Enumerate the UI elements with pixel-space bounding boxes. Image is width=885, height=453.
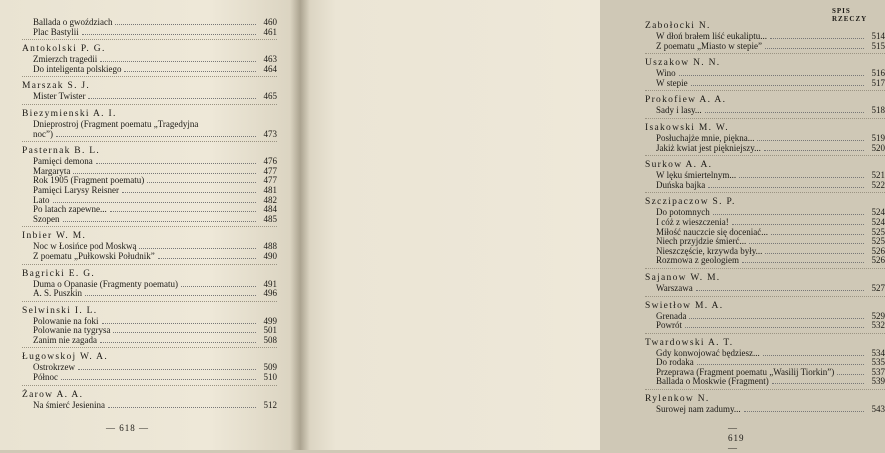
dot-leader bbox=[765, 253, 864, 254]
index-entry bbox=[645, 79, 885, 89]
entry-page-number: 520 bbox=[871, 142, 885, 153]
entry-title: Posłuchajże mnie, piękna... bbox=[656, 132, 755, 143]
entry-page-number: 524 bbox=[871, 207, 885, 218]
section-divider bbox=[645, 333, 885, 334]
entry-page-number: 460 bbox=[263, 17, 277, 27]
index-entry bbox=[645, 284, 885, 294]
entry-title: Ostrokrzew bbox=[33, 362, 75, 373]
index-entry bbox=[22, 186, 277, 196]
dot-leader bbox=[697, 364, 864, 365]
entry-title: Przeprawa (Fragment poematu „Wasilij Tiorkin”) bbox=[656, 366, 835, 377]
entry-title: I cóż z wieszczenia! bbox=[656, 216, 729, 227]
entry-title: Powrót bbox=[656, 320, 683, 331]
entry-page-number: 521 bbox=[871, 170, 885, 181]
entry-title: Margaryta bbox=[33, 165, 71, 176]
author-group bbox=[22, 347, 277, 382]
dot-leader bbox=[705, 112, 864, 113]
author-group bbox=[22, 385, 277, 411]
entry-page-number: 499 bbox=[263, 315, 277, 326]
entry-page-number: 525 bbox=[871, 236, 885, 247]
dot-leader bbox=[765, 48, 864, 49]
author-name: Twardowski A. T. bbox=[645, 337, 734, 348]
author-group bbox=[22, 264, 277, 299]
author-name: Selwinski I. L. bbox=[22, 305, 98, 316]
author-name: Surkow A. A. bbox=[645, 160, 713, 171]
author-group bbox=[645, 296, 885, 331]
entry-page-number: 477 bbox=[263, 175, 277, 186]
entry-page-number: 517 bbox=[871, 77, 885, 88]
index-entry bbox=[645, 106, 885, 116]
dot-leader bbox=[82, 34, 256, 35]
author-group bbox=[645, 155, 885, 190]
dot-leader bbox=[124, 71, 256, 72]
index-entry bbox=[22, 215, 277, 225]
author-group bbox=[645, 389, 885, 415]
entry-page-number: 543 bbox=[871, 404, 885, 415]
author-name: Uszakow N. N. bbox=[645, 58, 721, 69]
section-divider bbox=[645, 90, 885, 91]
entry-title: Do potomnych bbox=[656, 207, 710, 218]
dot-leader bbox=[139, 248, 256, 249]
running-header: SPIS RZECZY bbox=[832, 7, 868, 23]
author-group bbox=[22, 18, 277, 37]
entry-title: Miłość nauczcie się doceniać... bbox=[656, 226, 768, 237]
right-page-number: — 619 — bbox=[728, 423, 745, 453]
section-divider bbox=[645, 118, 885, 119]
dot-leader bbox=[88, 98, 256, 99]
dot-leader bbox=[115, 24, 256, 25]
dot-leader bbox=[63, 221, 257, 222]
dot-leader bbox=[837, 374, 864, 375]
entry-page-number: 477 bbox=[263, 165, 277, 176]
entry-title: Lato bbox=[33, 194, 50, 205]
index-entry bbox=[22, 336, 277, 346]
dot-leader bbox=[102, 323, 257, 324]
entry-page-number: 524 bbox=[871, 216, 885, 227]
entry-page-number: 490 bbox=[263, 250, 277, 261]
dot-leader bbox=[772, 383, 864, 384]
dot-leader bbox=[763, 355, 864, 356]
index-entry bbox=[22, 120, 277, 130]
index-entry bbox=[645, 405, 885, 415]
entry-title: Ballada o gwoździach bbox=[33, 17, 113, 27]
entry-page-number: 496 bbox=[263, 288, 277, 299]
entry-page-number: 537 bbox=[871, 366, 885, 377]
entry-title: W dłoń brałem liść eukaliptu... bbox=[656, 31, 768, 41]
entry-page-number: 525 bbox=[871, 226, 885, 237]
author-name: Antokolski P. G. bbox=[22, 44, 106, 55]
right-page bbox=[300, 0, 885, 453]
entry-title: A. S. Puszkin bbox=[33, 288, 83, 299]
section-divider bbox=[645, 268, 885, 269]
entry-page-number: 484 bbox=[263, 204, 277, 215]
entry-page-number: 535 bbox=[871, 357, 885, 368]
entry-title: Zanim nie zagada bbox=[33, 334, 97, 345]
entry-title: Jakiż kwiat jest piękniejszy... bbox=[656, 142, 761, 153]
author-group bbox=[645, 192, 885, 266]
section-divider bbox=[645, 389, 885, 390]
section-divider bbox=[22, 347, 277, 348]
entry-title: Niech przyjdzie śmierć... bbox=[656, 236, 747, 247]
author-group bbox=[22, 301, 277, 346]
dot-leader bbox=[85, 295, 256, 296]
entry-title: W lęku śmiertelnym... bbox=[656, 170, 737, 181]
entry-page-number: 510 bbox=[263, 372, 277, 383]
section-divider bbox=[22, 141, 277, 142]
dot-leader bbox=[764, 150, 864, 151]
section-divider bbox=[645, 296, 885, 297]
author-group bbox=[645, 118, 885, 153]
entry-page-number: 512 bbox=[263, 399, 277, 410]
dot-leader bbox=[732, 224, 864, 225]
entry-title: Po latach zapewne... bbox=[33, 204, 107, 215]
author-group bbox=[645, 268, 885, 294]
entry-page-number: 518 bbox=[871, 105, 885, 116]
entry-title: Polowanie na foki bbox=[33, 315, 99, 326]
author-group bbox=[22, 141, 277, 224]
dot-leader bbox=[181, 286, 256, 287]
entry-title: Ballada o Moskwie (Fragment) bbox=[656, 376, 769, 387]
dot-leader bbox=[158, 258, 256, 259]
entry-title: Nieszczęście, krzywda były... bbox=[656, 245, 763, 256]
index-entry bbox=[22, 92, 277, 102]
index-entry bbox=[22, 252, 277, 262]
author-name: Szczipaczow S. P. bbox=[645, 197, 736, 208]
author-name: Biezymienski A. I. bbox=[22, 108, 117, 119]
author-group bbox=[22, 226, 277, 261]
author-group bbox=[645, 333, 885, 387]
entry-page-number: 476 bbox=[263, 156, 277, 167]
index-entry bbox=[645, 256, 885, 266]
entry-title: Na śmierć Jesienina bbox=[33, 399, 105, 410]
section-divider bbox=[645, 192, 885, 193]
section-divider bbox=[645, 53, 885, 54]
entry-page-number: 532 bbox=[871, 320, 885, 331]
author-group bbox=[22, 76, 277, 102]
dot-leader bbox=[56, 136, 256, 137]
entry-title: Wino bbox=[656, 68, 676, 79]
dot-leader bbox=[757, 140, 864, 141]
index-entry bbox=[645, 42, 885, 52]
index-entry bbox=[22, 28, 277, 38]
entry-title: Sady i lasy... bbox=[656, 105, 702, 116]
dot-leader bbox=[689, 318, 864, 319]
index-entry bbox=[645, 144, 885, 154]
entry-page-number: 522 bbox=[871, 179, 885, 190]
dot-leader bbox=[61, 379, 256, 380]
section-divider bbox=[645, 155, 885, 156]
dot-leader bbox=[708, 187, 864, 188]
dot-leader bbox=[691, 85, 864, 86]
left-index-column bbox=[22, 18, 277, 410]
dot-leader bbox=[108, 407, 256, 408]
entry-title: Pamięci demona bbox=[33, 156, 93, 167]
section-divider bbox=[22, 264, 277, 265]
dot-leader bbox=[685, 327, 864, 328]
entry-title: Z poematu „Pułkowski Południk” bbox=[33, 250, 155, 261]
book-gutter bbox=[290, 0, 310, 450]
entry-title: Szopen bbox=[33, 213, 60, 224]
dot-leader bbox=[770, 38, 864, 39]
section-divider bbox=[22, 76, 277, 77]
entry-title: Zmierzch tragedii bbox=[33, 54, 98, 65]
entry-title: Dnieprostroj (Fragment poematu „Tragedyjna bbox=[33, 118, 199, 129]
index-entry bbox=[645, 181, 885, 191]
dot-leader bbox=[739, 177, 864, 178]
author-name: Prokofiew A. A. bbox=[645, 95, 727, 106]
index-entry bbox=[22, 373, 277, 383]
entry-title: Warszawa bbox=[656, 282, 693, 293]
entry-page-number: 463 bbox=[263, 54, 277, 65]
entry-page-number: 461 bbox=[263, 26, 277, 37]
index-entry bbox=[22, 130, 277, 140]
author-name: Ługowskoj W. A. bbox=[22, 352, 109, 363]
dot-leader bbox=[679, 75, 864, 76]
entry-page-number: 509 bbox=[263, 362, 277, 373]
author-name: Bagricki E. G. bbox=[22, 268, 96, 279]
index-entry bbox=[22, 289, 277, 299]
section-divider bbox=[22, 385, 277, 386]
author-name: Marszak S. J. bbox=[22, 81, 91, 92]
author-name: Żarow A. A. bbox=[22, 389, 84, 400]
entry-page-number: 514 bbox=[871, 31, 885, 41]
entry-page-number: 482 bbox=[263, 194, 277, 205]
dot-leader bbox=[53, 202, 257, 203]
entry-page-number: 501 bbox=[263, 325, 277, 336]
dot-leader bbox=[742, 262, 864, 263]
entry-page-number: 491 bbox=[263, 278, 277, 289]
entry-title: Z poematu „Miasto w stepie” bbox=[656, 40, 762, 51]
dot-leader bbox=[113, 332, 256, 333]
entry-title: noc”) bbox=[33, 128, 53, 139]
entry-title: W stepie bbox=[656, 77, 688, 88]
entry-title: Duma o Opanasie (Fragmenty poematu) bbox=[33, 278, 178, 289]
entry-page-number: 515 bbox=[871, 40, 885, 51]
entry-title: Gdy konwojować będziesz... bbox=[656, 347, 760, 358]
entry-page-number: 519 bbox=[871, 132, 885, 143]
dot-leader bbox=[100, 342, 256, 343]
author-group bbox=[645, 53, 885, 88]
section-divider bbox=[22, 301, 277, 302]
entry-page-number: 508 bbox=[263, 334, 277, 345]
entry-page-number: 516 bbox=[871, 68, 885, 79]
entry-page-number: 526 bbox=[871, 255, 885, 266]
dot-leader bbox=[696, 290, 864, 291]
author-group bbox=[22, 104, 277, 139]
entry-title: Pamięci Larysy Reisner bbox=[33, 184, 119, 195]
index-entry bbox=[22, 363, 277, 373]
entry-title: Surowej nam zadumy... bbox=[656, 404, 741, 415]
entry-page-number: 529 bbox=[871, 310, 885, 321]
entry-title: Do inteligenta polskiego bbox=[33, 63, 122, 74]
entry-page-number: 485 bbox=[263, 213, 277, 224]
entry-page-number: 526 bbox=[871, 245, 885, 256]
left-page bbox=[0, 0, 300, 450]
author-name: Sajanow W. M. bbox=[645, 272, 721, 283]
dot-leader bbox=[744, 411, 864, 412]
index-entry bbox=[22, 401, 277, 411]
index-entry bbox=[645, 377, 885, 387]
entry-title: Polowanie na tygrysa bbox=[33, 325, 111, 336]
author-name: Pasternak B. L. bbox=[22, 146, 101, 157]
author-group bbox=[645, 18, 885, 51]
index-entry bbox=[645, 321, 885, 331]
dot-leader bbox=[147, 182, 256, 183]
author-name: Zabołocki N. bbox=[645, 21, 711, 31]
section-divider bbox=[22, 226, 277, 227]
entry-title: Rok 1905 (Fragment poematu) bbox=[33, 175, 145, 186]
entry-title: Grenada bbox=[656, 310, 687, 321]
index-entry bbox=[22, 205, 277, 215]
right-index-column bbox=[645, 18, 885, 415]
entry-page-number: 488 bbox=[263, 241, 277, 252]
entry-page-number: 534 bbox=[871, 347, 885, 358]
entry-title: Rozmowa z geologiem bbox=[656, 255, 739, 266]
entry-page-number: 481 bbox=[263, 184, 277, 195]
author-group bbox=[645, 90, 885, 116]
dot-leader bbox=[100, 61, 256, 62]
section-divider bbox=[22, 104, 277, 105]
entry-page-number: 465 bbox=[263, 91, 277, 102]
entry-title: Noc w Łosińce pod Moskwą bbox=[33, 241, 137, 252]
dot-leader bbox=[78, 369, 256, 370]
entry-title: Do rodaka bbox=[656, 357, 694, 368]
author-name: Rylenkow N. bbox=[645, 394, 710, 405]
author-group bbox=[22, 39, 277, 74]
dot-leader bbox=[713, 214, 864, 215]
left-page-number: — 618 — bbox=[106, 423, 149, 433]
dot-leader bbox=[96, 163, 256, 164]
dot-leader bbox=[771, 234, 864, 235]
dot-leader bbox=[73, 173, 256, 174]
entry-title: Mister Twister bbox=[33, 91, 86, 102]
author-name: Swietłow M. A. bbox=[645, 300, 724, 311]
entry-page-number: 539 bbox=[871, 376, 885, 387]
entry-page-number: 527 bbox=[871, 282, 885, 293]
entry-title: Plac Bastylii bbox=[33, 26, 79, 37]
section-divider bbox=[22, 39, 277, 40]
dot-leader bbox=[122, 192, 256, 193]
dot-leader bbox=[110, 211, 256, 212]
entry-title: Północ bbox=[33, 372, 59, 383]
entry-page-number: 464 bbox=[263, 63, 277, 74]
author-name: Inbier W. M. bbox=[22, 231, 87, 242]
dot-leader bbox=[749, 243, 864, 244]
author-name: Isakowski M. W. bbox=[645, 122, 729, 133]
index-entry bbox=[22, 65, 277, 75]
entry-page-number: 473 bbox=[263, 128, 277, 139]
entry-title: Duńska bajka bbox=[656, 179, 706, 190]
